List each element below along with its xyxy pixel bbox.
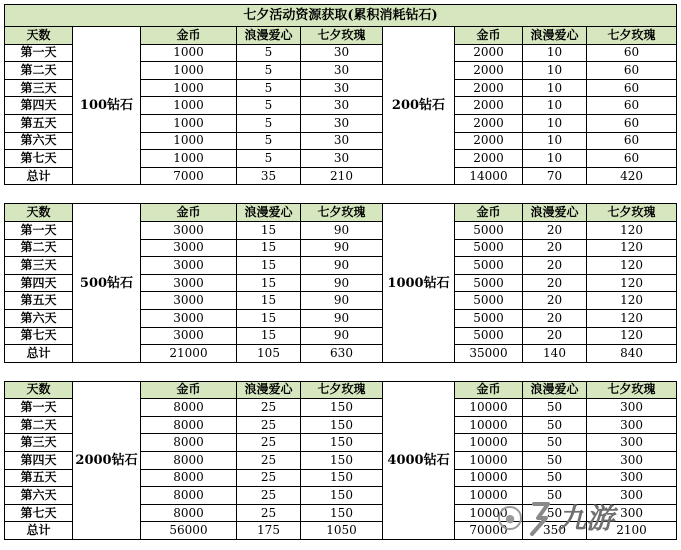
value-cell: 3000 bbox=[141, 309, 237, 327]
total-cell: 1050 bbox=[301, 522, 383, 540]
day-label: 第一天 bbox=[5, 221, 73, 239]
total-cell: 175 bbox=[237, 522, 301, 540]
value-cell: 2000 bbox=[455, 62, 523, 80]
day-label: 第三天 bbox=[5, 257, 73, 275]
watermark bbox=[498, 488, 680, 548]
value-cell: 300 bbox=[587, 434, 677, 452]
resource-table bbox=[4, 4, 677, 540]
total-label: 总计 bbox=[5, 167, 73, 185]
value-cell: 300 bbox=[587, 487, 677, 505]
hdr-gold: 金币 bbox=[141, 27, 237, 45]
hdr-heart: 浪漫爱心 bbox=[523, 27, 587, 45]
value-cell: 60 bbox=[587, 97, 677, 115]
value-cell: 5000 bbox=[455, 257, 523, 275]
value-cell: 90 bbox=[301, 221, 383, 239]
gap-cell bbox=[5, 185, 677, 204]
day-label: 第六天 bbox=[5, 487, 73, 505]
total-cell: 70000 bbox=[455, 522, 523, 540]
value-cell: 5000 bbox=[455, 327, 523, 345]
total-label: 总计 bbox=[5, 345, 73, 363]
value-cell: 8000 bbox=[141, 504, 237, 522]
tier-label: 200钻石 bbox=[383, 27, 455, 185]
value-cell: 5000 bbox=[455, 292, 523, 310]
value-cell: 2000 bbox=[455, 79, 523, 97]
header-row bbox=[5, 27, 677, 45]
value-cell: 300 bbox=[587, 399, 677, 417]
value-cell: 10 bbox=[523, 62, 587, 80]
tier-label: 2000钻石 bbox=[73, 381, 141, 539]
value-cell: 300 bbox=[587, 504, 677, 522]
value-cell: 150 bbox=[301, 504, 383, 522]
day-label: 第一天 bbox=[5, 399, 73, 417]
hdr-gold: 金币 bbox=[455, 381, 523, 399]
value-cell: 15 bbox=[237, 292, 301, 310]
total-cell: 21000 bbox=[141, 345, 237, 363]
day-label: 第二天 bbox=[5, 416, 73, 434]
value-cell: 1000 bbox=[141, 150, 237, 168]
value-cell: 50 bbox=[523, 434, 587, 452]
value-cell: 25 bbox=[237, 487, 301, 505]
value-cell: 15 bbox=[237, 221, 301, 239]
day-label: 第三天 bbox=[5, 434, 73, 452]
value-cell: 10000 bbox=[455, 487, 523, 505]
total-cell: 14000 bbox=[455, 167, 523, 185]
value-cell: 10 bbox=[523, 44, 587, 62]
hdr-gold: 金币 bbox=[141, 381, 237, 399]
value-cell: 3000 bbox=[141, 239, 237, 257]
value-cell: 8000 bbox=[141, 416, 237, 434]
value-cell: 120 bbox=[587, 221, 677, 239]
value-cell: 3000 bbox=[141, 257, 237, 275]
day-label: 第五天 bbox=[5, 292, 73, 310]
value-cell: 10 bbox=[523, 150, 587, 168]
value-cell: 50 bbox=[523, 452, 587, 470]
value-cell: 90 bbox=[301, 274, 383, 292]
watermark-glyph-icon bbox=[524, 498, 556, 538]
value-cell: 120 bbox=[587, 309, 677, 327]
value-cell: 20 bbox=[523, 309, 587, 327]
value-cell: 15 bbox=[237, 239, 301, 257]
value-cell: 1000 bbox=[141, 97, 237, 115]
value-cell: 1000 bbox=[141, 62, 237, 80]
value-cell: 5000 bbox=[455, 309, 523, 327]
value-cell: 8000 bbox=[141, 469, 237, 487]
header-row bbox=[5, 204, 677, 222]
wechat-icon: ● bbox=[498, 506, 522, 530]
value-cell: 150 bbox=[301, 487, 383, 505]
value-cell: 10000 bbox=[455, 416, 523, 434]
value-cell: 50 bbox=[523, 416, 587, 434]
value-cell: 15 bbox=[237, 274, 301, 292]
value-cell: 8000 bbox=[141, 452, 237, 470]
value-cell: 150 bbox=[301, 416, 383, 434]
hdr-rose: 七夕玫瑰 bbox=[301, 381, 383, 399]
hdr-days: 天数 bbox=[5, 27, 73, 45]
value-cell: 10000 bbox=[455, 399, 523, 417]
value-cell: 30 bbox=[301, 150, 383, 168]
value-cell: 8000 bbox=[141, 434, 237, 452]
value-cell: 25 bbox=[237, 416, 301, 434]
logo-text: 九游 bbox=[558, 502, 615, 535]
value-cell: 25 bbox=[237, 452, 301, 470]
total-cell: 420 bbox=[587, 167, 677, 185]
value-cell: 90 bbox=[301, 292, 383, 310]
value-cell: 60 bbox=[587, 132, 677, 150]
section-gap bbox=[5, 362, 677, 381]
value-cell: 20 bbox=[523, 221, 587, 239]
value-cell: 30 bbox=[301, 97, 383, 115]
value-cell: 15 bbox=[237, 309, 301, 327]
value-cell: 60 bbox=[587, 150, 677, 168]
value-cell: 120 bbox=[587, 292, 677, 310]
value-cell: 1000 bbox=[141, 44, 237, 62]
value-cell: 1000 bbox=[141, 79, 237, 97]
total-cell: 840 bbox=[587, 345, 677, 363]
value-cell: 300 bbox=[587, 416, 677, 434]
value-cell: 60 bbox=[587, 62, 677, 80]
hdr-rose: 七夕玫瑰 bbox=[587, 204, 677, 222]
value-cell: 300 bbox=[587, 469, 677, 487]
value-cell: 20 bbox=[523, 239, 587, 257]
value-cell: 90 bbox=[301, 257, 383, 275]
total-cell: 630 bbox=[301, 345, 383, 363]
value-cell: 30 bbox=[301, 132, 383, 150]
value-cell: 3000 bbox=[141, 292, 237, 310]
value-cell: 150 bbox=[301, 452, 383, 470]
total-cell: 350 bbox=[523, 522, 587, 540]
value-cell: 30 bbox=[301, 44, 383, 62]
hdr-rose: 七夕玫瑰 bbox=[301, 27, 383, 45]
value-cell: 2000 bbox=[455, 132, 523, 150]
value-cell: 20 bbox=[523, 257, 587, 275]
day-label: 第二天 bbox=[5, 239, 73, 257]
total-cell: 35000 bbox=[455, 345, 523, 363]
value-cell: 25 bbox=[237, 434, 301, 452]
value-cell: 8000 bbox=[141, 487, 237, 505]
value-cell: 60 bbox=[587, 114, 677, 132]
sheet-title: 七夕活动资源获取(累积消耗钻石) bbox=[5, 5, 677, 27]
hdr-gold: 金币 bbox=[455, 204, 523, 222]
value-cell: 20 bbox=[523, 292, 587, 310]
jiuyou-logo bbox=[556, 498, 626, 538]
value-cell: 10000 bbox=[455, 434, 523, 452]
value-cell: 120 bbox=[587, 239, 677, 257]
value-cell: 30 bbox=[301, 114, 383, 132]
day-label: 第三天 bbox=[5, 79, 73, 97]
resource-sheet bbox=[4, 4, 676, 540]
total-cell: 105 bbox=[237, 345, 301, 363]
value-cell: 3000 bbox=[141, 327, 237, 345]
value-cell: 120 bbox=[587, 274, 677, 292]
value-cell: 5 bbox=[237, 79, 301, 97]
day-label: 第四天 bbox=[5, 97, 73, 115]
tier-label: 500钻石 bbox=[73, 204, 141, 362]
value-cell: 5 bbox=[237, 132, 301, 150]
tier-label: 4000钻石 bbox=[383, 381, 455, 539]
value-cell: 300 bbox=[587, 452, 677, 470]
value-cell: 2000 bbox=[455, 150, 523, 168]
value-cell: 90 bbox=[301, 239, 383, 257]
value-cell: 2000 bbox=[455, 44, 523, 62]
day-label: 第四天 bbox=[5, 274, 73, 292]
value-cell: 90 bbox=[301, 309, 383, 327]
value-cell: 2000 bbox=[455, 114, 523, 132]
day-label: 第五天 bbox=[5, 114, 73, 132]
value-cell: 10000 bbox=[455, 504, 523, 522]
section-gap bbox=[5, 185, 677, 204]
value-cell: 5 bbox=[237, 62, 301, 80]
value-cell: 10 bbox=[523, 114, 587, 132]
day-label: 第一天 bbox=[5, 44, 73, 62]
value-cell: 5000 bbox=[455, 239, 523, 257]
value-cell: 25 bbox=[237, 504, 301, 522]
tier-label: 1000钻石 bbox=[383, 204, 455, 362]
day-label: 第二天 bbox=[5, 62, 73, 80]
tier-label: 100钻石 bbox=[73, 27, 141, 185]
value-cell: 10 bbox=[523, 97, 587, 115]
hdr-days: 天数 bbox=[5, 204, 73, 222]
total-cell: 56000 bbox=[141, 522, 237, 540]
hdr-heart: 浪漫爱心 bbox=[237, 381, 301, 399]
value-cell: 10000 bbox=[455, 452, 523, 470]
hdr-heart: 浪漫爱心 bbox=[523, 204, 587, 222]
value-cell: 5 bbox=[237, 44, 301, 62]
day-label: 第六天 bbox=[5, 309, 73, 327]
value-cell: 60 bbox=[587, 44, 677, 62]
day-label: 第六天 bbox=[5, 132, 73, 150]
gap-cell bbox=[5, 362, 677, 381]
value-cell: 120 bbox=[587, 327, 677, 345]
hdr-days: 天数 bbox=[5, 381, 73, 399]
value-cell: 5 bbox=[237, 97, 301, 115]
value-cell: 1000 bbox=[141, 132, 237, 150]
total-label: 总计 bbox=[5, 522, 73, 540]
hdr-gold: 金币 bbox=[141, 204, 237, 222]
value-cell: 25 bbox=[237, 399, 301, 417]
value-cell: 15 bbox=[237, 327, 301, 345]
total-cell: 2100 bbox=[587, 522, 677, 540]
value-cell: 150 bbox=[301, 399, 383, 417]
hdr-gold: 金币 bbox=[455, 27, 523, 45]
value-cell: 5 bbox=[237, 114, 301, 132]
value-cell: 5000 bbox=[455, 274, 523, 292]
value-cell: 15 bbox=[237, 257, 301, 275]
value-cell: 50 bbox=[523, 469, 587, 487]
value-cell: 2000 bbox=[455, 97, 523, 115]
value-cell: 120 bbox=[587, 257, 677, 275]
day-label: 第五天 bbox=[5, 469, 73, 487]
total-cell: 210 bbox=[301, 167, 383, 185]
day-label: 第七天 bbox=[5, 150, 73, 168]
value-cell: 20 bbox=[523, 274, 587, 292]
title-row bbox=[5, 5, 677, 27]
value-cell: 10 bbox=[523, 79, 587, 97]
value-cell: 90 bbox=[301, 327, 383, 345]
value-cell: 30 bbox=[301, 79, 383, 97]
value-cell: 50 bbox=[523, 487, 587, 505]
total-cell: 140 bbox=[523, 345, 587, 363]
value-cell: 5 bbox=[237, 150, 301, 168]
day-label: 第七天 bbox=[5, 327, 73, 345]
value-cell: 10000 bbox=[455, 469, 523, 487]
total-cell: 7000 bbox=[141, 167, 237, 185]
value-cell: 5000 bbox=[455, 221, 523, 239]
value-cell: 50 bbox=[523, 399, 587, 417]
total-cell: 70 bbox=[523, 167, 587, 185]
value-cell: 3000 bbox=[141, 221, 237, 239]
value-cell: 20 bbox=[523, 327, 587, 345]
hdr-rose: 七夕玫瑰 bbox=[301, 204, 383, 222]
day-label: 第七天 bbox=[5, 504, 73, 522]
value-cell: 60 bbox=[587, 79, 677, 97]
value-cell: 8000 bbox=[141, 399, 237, 417]
hdr-heart: 浪漫爱心 bbox=[237, 204, 301, 222]
total-cell: 35 bbox=[237, 167, 301, 185]
value-cell: 150 bbox=[301, 469, 383, 487]
day-label: 第四天 bbox=[5, 452, 73, 470]
value-cell: 50 bbox=[523, 504, 587, 522]
value-cell: 30 bbox=[301, 62, 383, 80]
hdr-heart: 浪漫爱心 bbox=[237, 27, 301, 45]
value-cell: 3000 bbox=[141, 274, 237, 292]
value-cell: 10 bbox=[523, 132, 587, 150]
value-cell: 150 bbox=[301, 434, 383, 452]
hdr-rose: 七夕玫瑰 bbox=[587, 27, 677, 45]
header-row bbox=[5, 381, 677, 399]
hdr-rose: 七夕玫瑰 bbox=[587, 381, 677, 399]
hdr-heart: 浪漫爱心 bbox=[523, 381, 587, 399]
value-cell: 25 bbox=[237, 469, 301, 487]
value-cell: 1000 bbox=[141, 114, 237, 132]
